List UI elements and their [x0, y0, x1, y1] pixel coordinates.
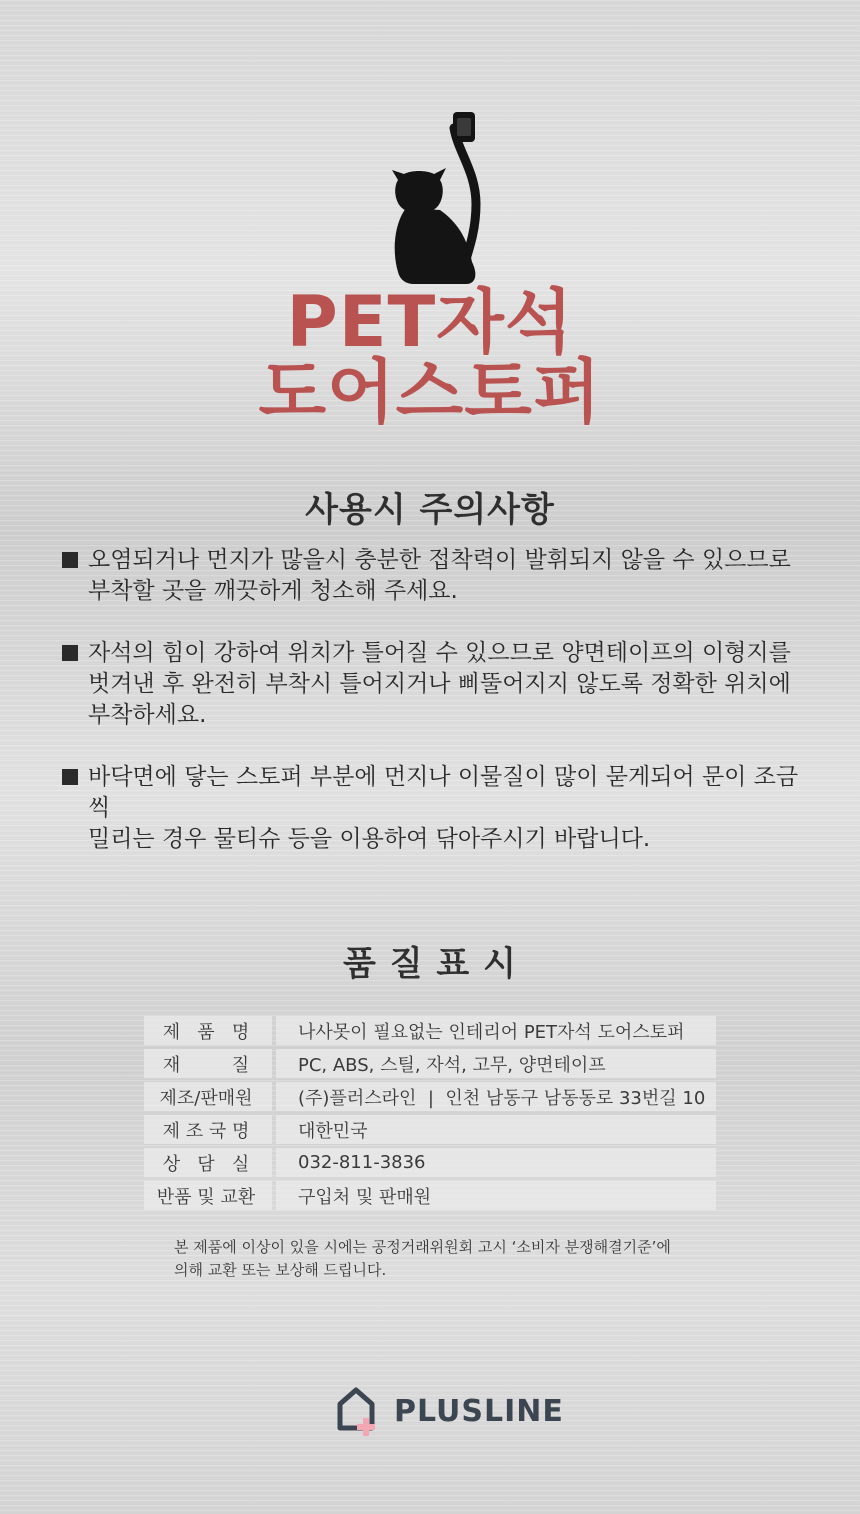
caution-item [62, 762, 802, 855]
cat-silhouette-icon [384, 112, 484, 286]
table-row [144, 1016, 716, 1045]
square-bullet-icon [62, 552, 78, 568]
row-label: 반품 및 교환 [144, 1181, 272, 1210]
table-row [144, 1082, 716, 1111]
table-row [144, 1049, 716, 1078]
product-title-line2: 도어스토퍼 [258, 351, 602, 433]
caution-item [62, 545, 802, 607]
table-row [144, 1181, 716, 1210]
row-value: 032-811-3836 [276, 1148, 716, 1177]
row-label: 재 질 [144, 1049, 272, 1078]
caution-heading: 사용시 주의사항 [305, 490, 555, 530]
square-bullet-icon [62, 769, 78, 785]
brand-name: PLUSLINE [394, 1393, 564, 1429]
row-value: 구입처 및 판매원 [276, 1181, 716, 1210]
quality-table [144, 1012, 716, 1214]
disclaimer-text: 본 제품에 이상이 있을 시에는 공정거래위원회 고시 ‘소비자 분쟁해결기준’에 의해 교환 또는 보상해 드립니다. [174, 1238, 671, 1279]
row-value: (주)플러스라인 | 인천 남동구 남동동로 33번길 10 [276, 1082, 716, 1111]
square-bullet-icon [62, 645, 78, 661]
caution-item [62, 638, 802, 731]
quality-heading: 품 질 표 시 [343, 944, 517, 984]
table-row [144, 1148, 716, 1177]
row-value: PC, ABS, 스틸, 자석, 고무, 양면테이프 [276, 1049, 716, 1078]
row-value: 나사못이 필요없는 인테리어 PET자석 도어스토퍼 [276, 1016, 716, 1045]
row-value: 대한민국 [276, 1115, 716, 1144]
caution-text: 자석의 힘이 강하여 위치가 틀어질 수 있으므로 양면테이프의 이형지를 벗겨낸 후 완전히 부착시 틀어지거나 삐뚤어지지 않도록 정확한 위치에 부착하세요. [88, 640, 791, 728]
row-label: 제 품 명 [144, 1016, 272, 1045]
row-label: 상 담 실 [144, 1148, 272, 1177]
table-row [144, 1115, 716, 1144]
product-title-line1: PET자석 [286, 281, 574, 363]
caution-text: 오염되거나 먼지가 많을시 충분한 접착력이 발휘되지 않을 수 있으므로 부착할 곳을 깨끗하게 청소해 주세요. [88, 547, 791, 604]
row-label: 제조/판매원 [144, 1082, 272, 1111]
caution-list [62, 545, 802, 886]
brand-logo [336, 1384, 564, 1438]
row-label: 제 조 국 명 [144, 1115, 272, 1144]
house-plus-icon [336, 1384, 384, 1438]
caution-text: 바닥면에 닿는 스토퍼 부분에 먼지나 이물질이 많이 묻게되어 문이 조금씩 밀리는 경우 물티슈 등을 이용하여 닦아주시기 바랍니다. [88, 764, 799, 852]
